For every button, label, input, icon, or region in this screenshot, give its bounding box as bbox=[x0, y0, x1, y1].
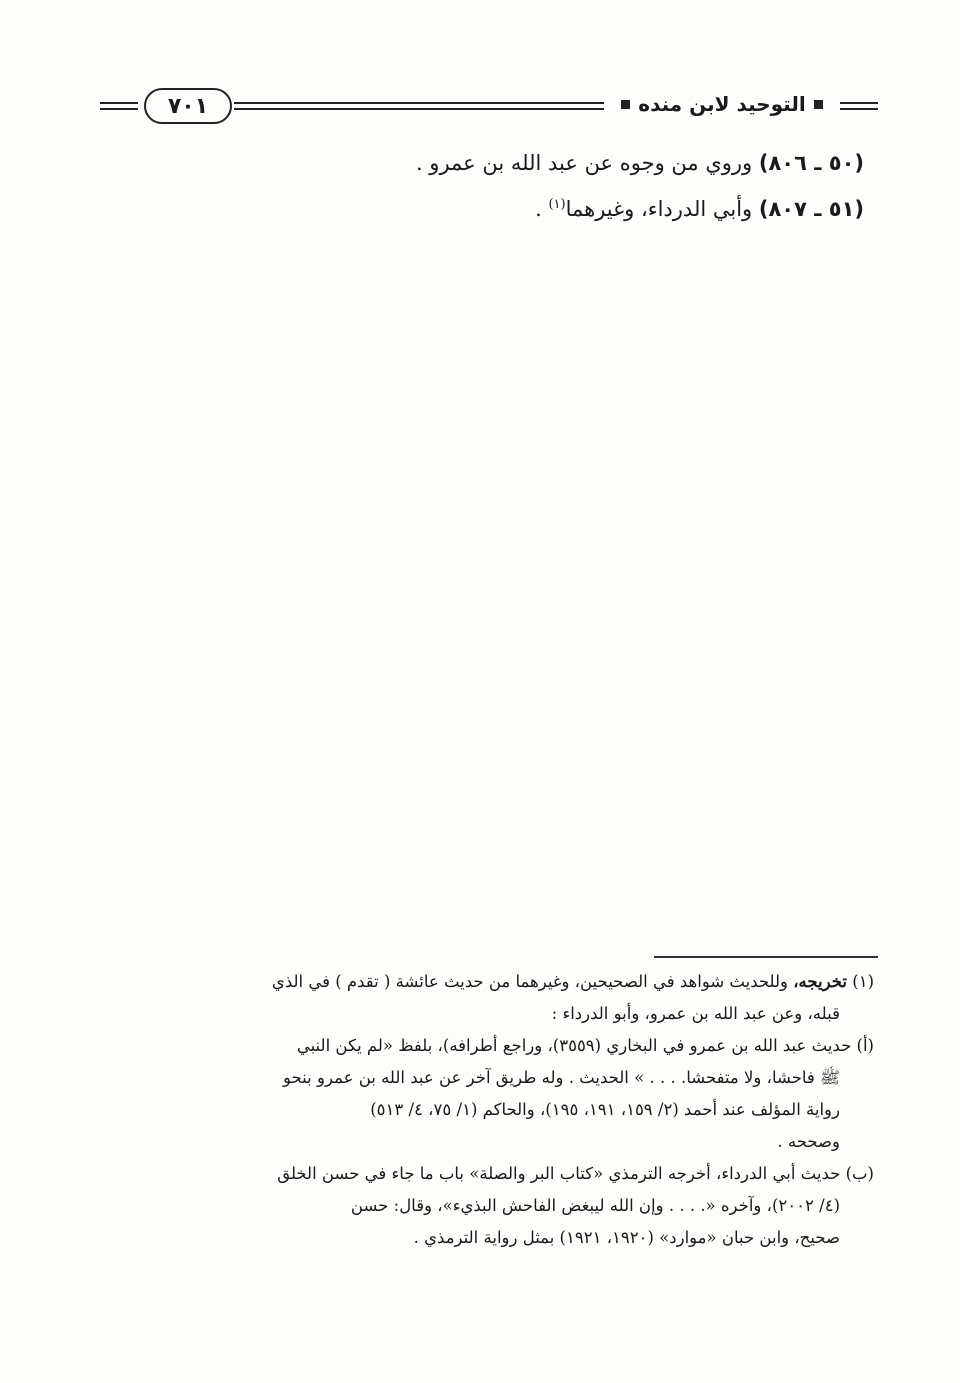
footnote-line: صحيح، وابن حبان «موارد» (١٩٢٠، ١٩٢١) بمثل رواية الترمذي . bbox=[413, 1228, 840, 1247]
footnote-line: (٤/ ٢٠٠٢)، وآخره «. . . . وإن الله ليبغض الفاحش البذيء»، وقال: حسن bbox=[350, 1196, 840, 1215]
book-title-text: التوحيد لابن منده bbox=[638, 92, 806, 116]
footnote-line: وصححه . bbox=[777, 1132, 840, 1151]
entry-number: (٥٠ ـ ٨٠٦) bbox=[758, 151, 864, 175]
footnote-line: رواية المؤلف عند أحمد (٢/ ١٥٩، ١٩١، ١٩٥)، والحاكم (١/ ٧٥، ٤/ ٥١٣) bbox=[370, 1100, 840, 1119]
square-bullet-icon bbox=[814, 100, 823, 109]
footnote-line: (ب) حديث أبي الدرداء، أخرجه الترمذي «كتاب البر والصلة» باب ما جاء في حسن الخلق bbox=[277, 1164, 874, 1183]
footnote-text: وللحديث شواهد في الصحيحين، وغيرهما من حديث عائشة ( تقدم ) في الذي bbox=[271, 972, 788, 991]
entry-text: وروي من وجوه عن عبد الله بن عمرو . bbox=[415, 151, 753, 175]
book-title bbox=[608, 88, 836, 120]
footnote-line bbox=[104, 966, 874, 998]
square-bullet-icon bbox=[621, 100, 630, 109]
entry-end: . bbox=[535, 197, 549, 221]
header-rule-left bbox=[100, 102, 138, 110]
page-number: ٧٠١ bbox=[144, 88, 232, 124]
footnote-marker: (١) bbox=[852, 972, 874, 991]
footnotes bbox=[104, 966, 874, 1254]
hadith-entry bbox=[104, 186, 864, 232]
footnote-line: (أ) حديث عبد الله بن عمرو في البخاري (٣٥٥٩)، وراجع أطرافه)، بلفظ «لم يكن النبي bbox=[296, 1036, 874, 1055]
main-text bbox=[104, 140, 864, 232]
header-rule-right bbox=[840, 102, 878, 110]
footnote-line: قبله، وعن عبد الله بن عمرو، وأبو الدرداء : bbox=[551, 1004, 840, 1023]
footnote-separator bbox=[654, 956, 878, 958]
hadith-entry bbox=[104, 140, 864, 186]
footnote-reference[interactable]: (١) bbox=[548, 197, 566, 212]
entry-text: وأبي الدرداء، وغيرهما bbox=[565, 197, 753, 221]
footnote-heading: تخريجه، bbox=[793, 972, 847, 991]
header-rule-middle bbox=[234, 102, 604, 110]
footnote-line: ﷺ فاحشا، ولا متفحشا. . . . » الحديث . وله طريق آخر عن عبد الله بن عمرو بنحو bbox=[283, 1068, 840, 1087]
running-header bbox=[100, 86, 878, 126]
entry-number: (٥١ ـ ٨٠٧) bbox=[758, 197, 864, 221]
